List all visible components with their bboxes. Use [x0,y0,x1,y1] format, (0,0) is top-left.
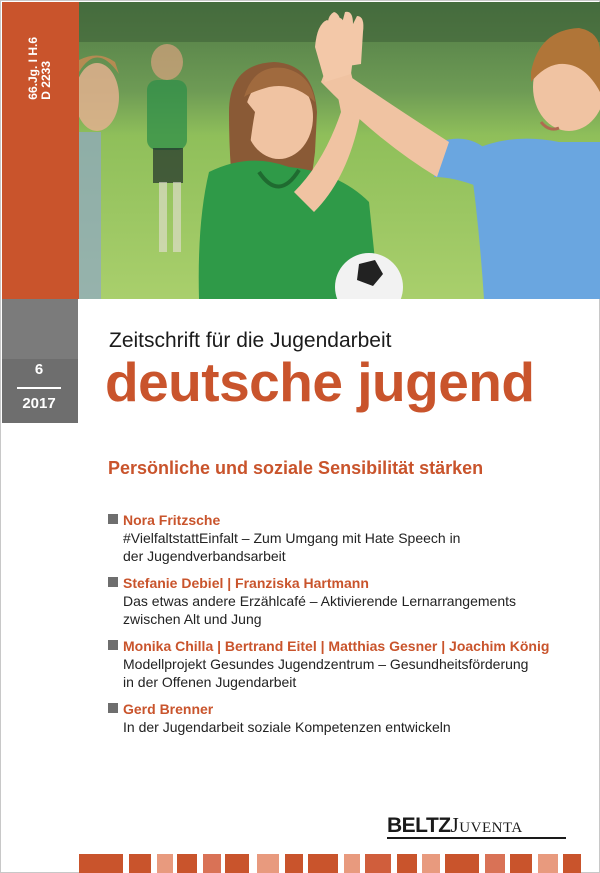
publisher-logo [387,814,523,837]
stripe-segment [308,854,338,873]
magazine-subtitle: Zeitschrift für die Jugendarbeit [109,329,392,352]
issue-number: 6 [34,361,44,378]
article-item [108,637,588,691]
stripe-segment [445,854,479,873]
cover-photo-illustration [79,2,600,299]
article-title-line: In der Jugendarbeit soziale Kompetenzen entwickeln [123,719,451,735]
article-title-line: Modellprojekt Gesundes Jugendzentrum – Gesundheitsförderung [123,656,529,672]
issue-divider [17,387,61,389]
stripe-segment [285,854,303,873]
article-title-line: in der Offenen Jugendarbeit [123,674,297,690]
stripe-segment [365,854,391,873]
article-title-line: der Jugendverbandsarbeit [123,548,286,564]
stripe-segment [344,854,360,873]
article-author: Monika Chilla | Bertrand Eitel | Matthias Gesner | Joachim König [123,638,550,654]
issue-info-vertical [27,37,53,100]
article-author: Gerd Brenner [123,701,214,717]
stripe-segment [129,854,151,873]
stripe-segment [257,854,279,873]
stripe-segment [563,854,581,873]
stripe-segment [203,854,221,873]
stripe-segment [397,854,417,873]
cover-photo [79,2,600,299]
volume-line: 66.Jg. I H.6 [26,37,40,100]
article-author: Nora Fritzsche [123,512,221,528]
article-item [108,511,588,565]
article-author: Stefanie Debiel | Franziska Hartmann [123,575,369,591]
square-bullet-icon [108,640,118,650]
square-bullet-icon [108,703,118,713]
magazine-title: deutsche jugend [105,351,535,413]
stripe-segment [510,854,532,873]
square-bullet-icon [108,514,118,524]
stripe-segment [79,854,123,873]
article-title-line: #VielfaltstattEinfalt – Zum Umgang mit Hate Speech in [123,530,461,546]
square-bullet-icon [108,577,118,587]
color-stripe [79,854,581,873]
article-title-line: Das etwas andere Erzählcafé – Aktivierende Lernarrangements [123,593,516,609]
issue-theme: Persönliche und soziale Sensibilität stärken [108,458,484,478]
stripe-segment [225,854,249,873]
article-list [108,511,588,745]
stripe-segment [157,854,173,873]
publisher-name-part2: Juventa [450,813,523,837]
publisher-underline [387,837,566,839]
stripe-segment [422,854,440,873]
stripe-segment [538,854,558,873]
stripe-segment [177,854,197,873]
issue-code: D 2233 [39,61,53,100]
stripe-segment [485,854,505,873]
publisher-name-part1: BELTZ [387,814,451,837]
issue-year: 2017 [22,395,56,412]
article-title-line: zwischen Alt und Jung [123,611,262,627]
article-item [108,574,588,628]
stripe-gap [249,854,257,873]
article-item [108,700,588,736]
